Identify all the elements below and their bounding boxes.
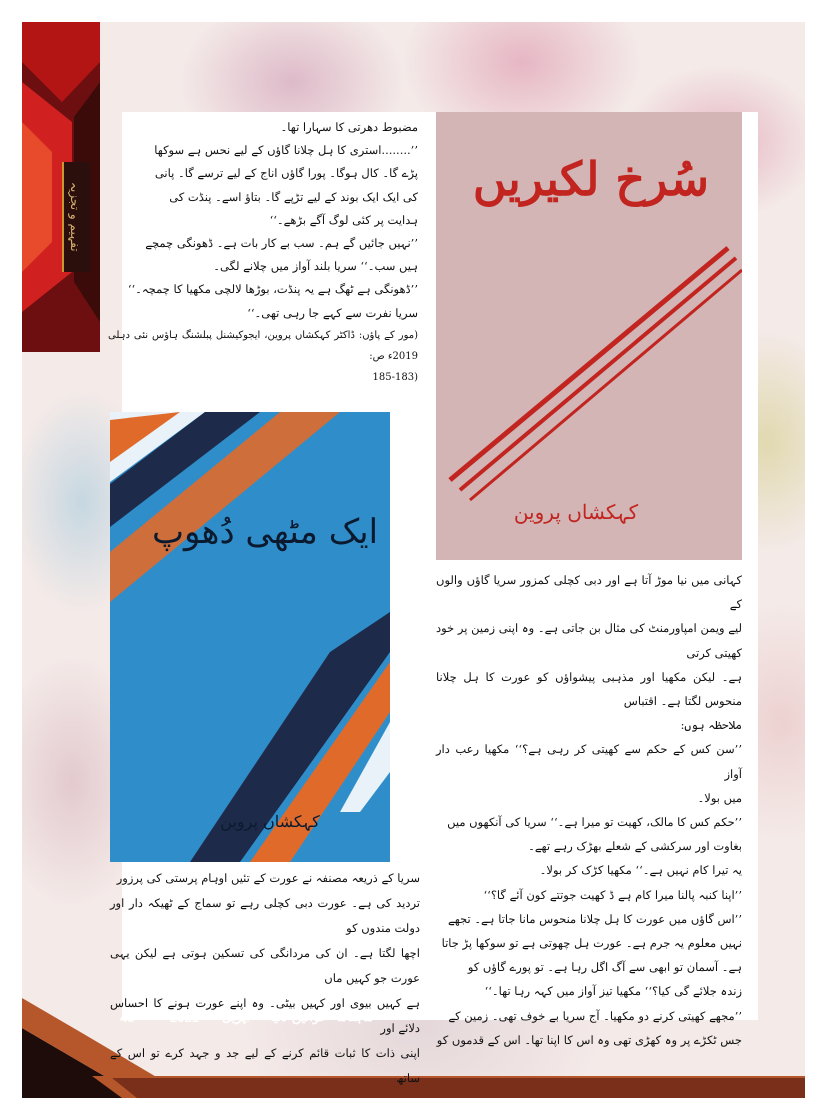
text-line: ملاحظہ ہوں: bbox=[680, 718, 742, 733]
footer-magazine-name: ماہنامہ خواتین دنیا bbox=[270, 1010, 374, 1025]
page-footer bbox=[120, 1010, 420, 1034]
text-line: ہے۔ آسمان تو ابھی سے آگ اگل رہا ہے۔ تو پورے گاؤں کو bbox=[467, 960, 742, 975]
text-line: کہانی میں نیا موڑ آتا ہے اور دبی کچلی کمزور سریا گاؤں والوں کے bbox=[436, 573, 742, 612]
footer-year: 2021 bbox=[170, 1010, 199, 1025]
text-line: کی ایک ایک بوند کے لیے تڑپے گا۔ بتاؤ اسے۔ پنڈت کی bbox=[169, 189, 418, 204]
bottom-text-column bbox=[110, 866, 420, 1091]
text-line: سریا کے ذریعہ مصنفہ نے عورت کے تئیں اوہام پرستی کی پرزور bbox=[116, 871, 420, 885]
text-line: ہے۔ لیکن مکھیا اور مذہبی پیشواؤں کو عورت کا ہل چلانا منحوس لگتا ہے۔ اقتباس bbox=[436, 669, 742, 709]
text-line: یہ تیرا کام نہیں ہے۔‘‘ مکھیا کڑک کر بولا۔ bbox=[539, 863, 742, 878]
text-line: اپنی ذات کا ثبات قائم کرنے کے لیے جد و جہد کرے تو اس کے ساتھ bbox=[110, 1046, 420, 1085]
book-cover-surkh-lakeerain bbox=[436, 112, 742, 560]
text-line: ’’اس گاؤں میں عورت کا ہل چلانا منحوس مانا جاتا ہے۔ تجھے bbox=[448, 911, 742, 926]
text-line: مضبوط دھرتی کا سہارا تھا۔ bbox=[280, 120, 418, 134]
text-line: لیے ویمن امپاورمنٹ کی مثال بن جاتی ہے۔ وہ اپنی زمین پر خود کھیتی کرتی bbox=[436, 621, 742, 660]
reference-text: (مور کے پاؤں: ڈاکٹر کہکشاں پروین، ایجوکیشنل پبلشنگ ہاؤس نئی دہلی 2019ء ص: bbox=[108, 329, 418, 362]
text-line: پڑے گا۔ کال ہوگا۔ پورا گاؤں اناج کے لیے ترسے گا۔ پانی bbox=[154, 166, 418, 181]
footer-month: اپریل bbox=[222, 1010, 250, 1025]
text-line: ہدایت پر کئی لوگ آگے بڑھے۔‘‘ bbox=[269, 212, 418, 227]
text-line: نہیں معلوم یہ جرم ہے۔ عورت ہل چھوتی ہے تو سوکھا پڑ جاتا bbox=[441, 936, 742, 951]
cover2-author: کہکشاں پروین bbox=[220, 812, 320, 831]
text-line: ’’اپنا کنبہ پالنا میرا کام ہے ڈ کھیت جوتتے کون آئے گا؟‘‘ bbox=[483, 887, 742, 902]
text-line: تردید کی ہے۔ عورت دبی کچلی رہے تو سماج کے ٹھیکہ دار اور دولت مندوں کو bbox=[110, 896, 420, 935]
text-line: ’’مجھے کھیتی کرنے دو مکھیا۔ آج سریا بے خوف تھی۔ زمین کے bbox=[448, 1008, 742, 1023]
reference-pages: (185-183 bbox=[372, 371, 418, 383]
text-line: بغاوت اور سرکشی کے شعلے بھڑک رہے تھے۔ bbox=[528, 839, 742, 854]
text-line: زندہ جلائے گی کیا؟‘‘ مکھیا تیز آواز میں کہہ رہا تھا۔‘‘ bbox=[484, 984, 742, 999]
text-line: اچھا لگتا ہے۔ ان کی مردانگی کی تسکین ہوتی ہے لیکن یہی عورت جو کہیں ماں bbox=[110, 946, 420, 985]
text-line: سریا نفرت سے کہے جا رہی تھی۔‘‘ bbox=[247, 305, 418, 320]
page-number: 43 bbox=[120, 1010, 135, 1025]
book-cover-ek-mutthi-dhoop bbox=[110, 412, 390, 862]
text-line: ’’سن کس کے حکم سے کھیتی کر رہی ہے؟‘‘ مکھیا رعب دار آواز bbox=[436, 742, 742, 781]
text-line: جس ٹکڑے پر وہ کھڑی تھی وہ اس کا اپنا تھا۔ اس کے قدموں کو bbox=[436, 1032, 742, 1047]
text-line: میں بولا۔ bbox=[697, 790, 742, 805]
text-line: ہے کہیں بیوی اور کہیں بیٹی۔ وہ اپنے عورت ہونے کا احساس دلائے اور bbox=[110, 996, 420, 1035]
text-line: ہیں سب۔‘‘ سریا بلند آواز میں چلانے لگی۔ bbox=[213, 259, 418, 274]
cover1-title: سُرخ لکیریں bbox=[472, 152, 710, 206]
text-line: ’’حکم کس کا مالک، کھیت تو میرا ہے۔‘‘ سریا کی آنکھوں میں bbox=[447, 815, 742, 830]
section-label: تفہیم و تجزیہ bbox=[68, 182, 82, 252]
right-text-column bbox=[436, 568, 742, 1052]
text-line: ’’ڈھونگی ہے ٹھگ ہے یہ پنڈت، بوڑھا لالچی مکھیا کا چمچہ۔‘‘ bbox=[127, 282, 418, 297]
text-line: ’’........استری کا ہل چلانا گاؤں کے لیے نحس ہے سوکھا bbox=[154, 143, 418, 158]
top-text-column bbox=[108, 116, 418, 388]
cover1-author: کہکشاں پروین bbox=[513, 500, 639, 524]
text-line: ’’نہیں جائیں گے ہم۔ سب بے کار بات ہے۔ ڈھونگی چمچے bbox=[145, 236, 418, 251]
cover2-title: ایک مٹھی دُھوپ bbox=[151, 512, 379, 552]
cover-art bbox=[110, 412, 390, 862]
